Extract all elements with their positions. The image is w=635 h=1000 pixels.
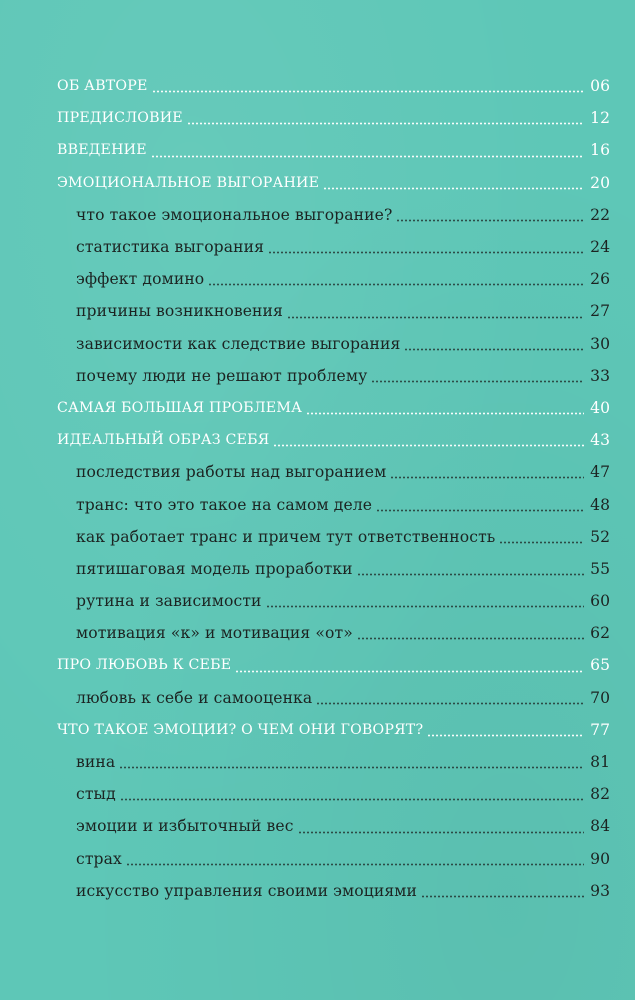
toc-entry-title: ИДЕАЛЬНЫЙ ОБРАЗ СЕБЯ	[57, 432, 270, 449]
toc-page-number: 84	[590, 817, 610, 836]
toc-entry-title: искусство управления своими эмоциями	[76, 881, 418, 900]
toc-dot-leader	[119, 757, 584, 769]
toc-entry-title: рутина и зависимости	[76, 592, 262, 611]
toc-subsection-entry	[57, 295, 610, 327]
toc-page-number: 43	[590, 431, 610, 450]
toc-entry-title: пятишаговая модель проработки	[76, 559, 353, 578]
toc-page-number: 40	[590, 398, 610, 417]
toc-dot-leader	[421, 886, 584, 898]
toc-page-number: 60	[590, 592, 610, 611]
toc-page-number: 81	[590, 753, 610, 772]
toc-subsection-entry	[57, 810, 610, 842]
toc-dot-leader	[298, 822, 584, 834]
toc-entry-title: страх	[76, 849, 122, 868]
toc-dot-leader	[357, 564, 584, 576]
toc-subsection-entry	[57, 585, 610, 617]
toc-chapter-entry	[57, 167, 610, 199]
toc-chapter-entry	[57, 70, 610, 102]
toc-subsection-entry	[57, 263, 610, 295]
toc-dot-leader	[268, 242, 584, 254]
toc-dot-leader	[152, 81, 584, 93]
toc-chapter-entry	[57, 134, 610, 166]
toc-entry-title: почему люди не решают проблему	[76, 366, 368, 385]
toc-entry-title: транс: что это такое на самом деле	[76, 495, 373, 514]
toc-subsection-entry	[57, 328, 610, 360]
toc-page-number: 93	[590, 881, 610, 900]
toc-subsection-entry	[57, 456, 610, 488]
toc-subsection-entry	[57, 488, 610, 520]
toc-page-number: 52	[590, 527, 610, 546]
toc-subsection-entry	[57, 231, 610, 263]
toc-subsection-entry	[57, 521, 610, 553]
toc-entry-title: САМАЯ БОЛЬШАЯ ПРОБЛЕМА	[57, 399, 303, 416]
toc-chapter-entry	[57, 392, 610, 424]
toc-chapter-entry	[57, 714, 610, 746]
toc-entry-title: статистика выгорания	[76, 238, 265, 257]
toc-chapter-entry	[57, 649, 610, 681]
toc-entry-title: ОБ АВТОРЕ	[57, 78, 148, 95]
toc-entry-title: причины возникновения	[76, 302, 283, 321]
toc-page-number: 48	[590, 495, 610, 514]
toc-dot-leader	[404, 339, 584, 351]
toc-subsection-entry	[57, 778, 610, 810]
toc-page-number: 06	[590, 77, 610, 96]
toc-dot-leader	[120, 789, 584, 801]
toc-dot-leader	[151, 146, 584, 158]
toc-page-number: 16	[590, 141, 610, 160]
toc-chapter-entry	[57, 424, 610, 456]
toc-entry-title: последствия работы над выгоранием	[76, 463, 387, 482]
toc-entry-title: ВВЕДЕНИЕ	[57, 142, 147, 159]
toc-dot-leader	[371, 371, 584, 383]
toc-dot-leader	[235, 661, 584, 673]
toc-dot-leader	[208, 274, 584, 286]
toc-dot-leader	[316, 693, 584, 705]
toc-page-number: 82	[590, 785, 610, 804]
toc-page-number: 27	[590, 302, 610, 321]
toc-page-number: 55	[590, 559, 610, 578]
toc-dot-leader	[499, 532, 584, 544]
toc-page-number: 12	[590, 109, 610, 128]
toc-page-number: 26	[590, 270, 610, 289]
toc-dot-leader	[427, 725, 584, 737]
toc-dot-leader	[390, 467, 584, 479]
toc-entry-title: мотивация «к» и мотивация «от»	[76, 624, 353, 643]
toc-page-number: 77	[590, 720, 610, 739]
toc-subsection-entry	[57, 746, 610, 778]
toc-entry-title: зависимости как следствие выгорания	[76, 334, 401, 353]
toc-page-number: 20	[590, 173, 610, 192]
toc-dot-leader	[306, 403, 584, 415]
toc-subsection-entry	[57, 875, 610, 907]
toc-dot-leader	[396, 210, 584, 222]
toc-page-number: 22	[590, 205, 610, 224]
toc-page-number: 70	[590, 688, 610, 707]
table-of-contents	[57, 70, 610, 907]
toc-entry-title: эффект домино	[76, 270, 205, 289]
toc-dot-leader	[187, 113, 584, 125]
toc-page-number: 30	[590, 334, 610, 353]
toc-entry-title: ЧТО ТАКОЕ ЭМОЦИИ? О ЧЕМ ОНИ ГОВОРЯТ?	[57, 721, 424, 738]
toc-entry-title: стыд	[76, 785, 116, 804]
toc-page-number: 62	[590, 624, 610, 643]
toc-subsection-entry	[57, 553, 610, 585]
toc-dot-leader	[323, 178, 584, 190]
toc-page-number: 47	[590, 463, 610, 482]
toc-page-number: 33	[590, 366, 610, 385]
toc-subsection-entry	[57, 199, 610, 231]
toc-dot-leader	[273, 435, 584, 447]
toc-dot-leader	[287, 307, 584, 319]
toc-entry-title: любовь к себе и самооценка	[76, 688, 313, 707]
toc-page-number: 24	[590, 238, 610, 257]
toc-dot-leader	[266, 596, 584, 608]
toc-entry-title: вина	[76, 753, 116, 772]
toc-subsection-entry	[57, 360, 610, 392]
toc-entry-title: что такое эмоциональное выгорание?	[76, 205, 393, 224]
toc-dot-leader	[376, 500, 584, 512]
toc-page-number: 90	[590, 849, 610, 868]
toc-chapter-entry	[57, 102, 610, 134]
toc-dot-leader	[126, 854, 584, 866]
toc-page-number: 65	[590, 656, 610, 675]
toc-subsection-entry	[57, 617, 610, 649]
toc-entry-title: эмоции и избыточный вес	[76, 817, 294, 836]
toc-entry-title: ПРО ЛЮБОВЬ К СЕБЕ	[57, 657, 232, 674]
toc-dot-leader	[357, 628, 584, 640]
toc-subsection-entry	[57, 682, 610, 714]
toc-entry-title: ПРЕДИСЛОВИЕ	[57, 110, 183, 127]
toc-subsection-entry	[57, 843, 610, 875]
toc-entry-title: как работает транс и причем тут ответственность	[76, 527, 496, 546]
toc-entry-title: ЭМОЦИОНАЛЬНОЕ ВЫГОРАНИЕ	[57, 174, 320, 191]
